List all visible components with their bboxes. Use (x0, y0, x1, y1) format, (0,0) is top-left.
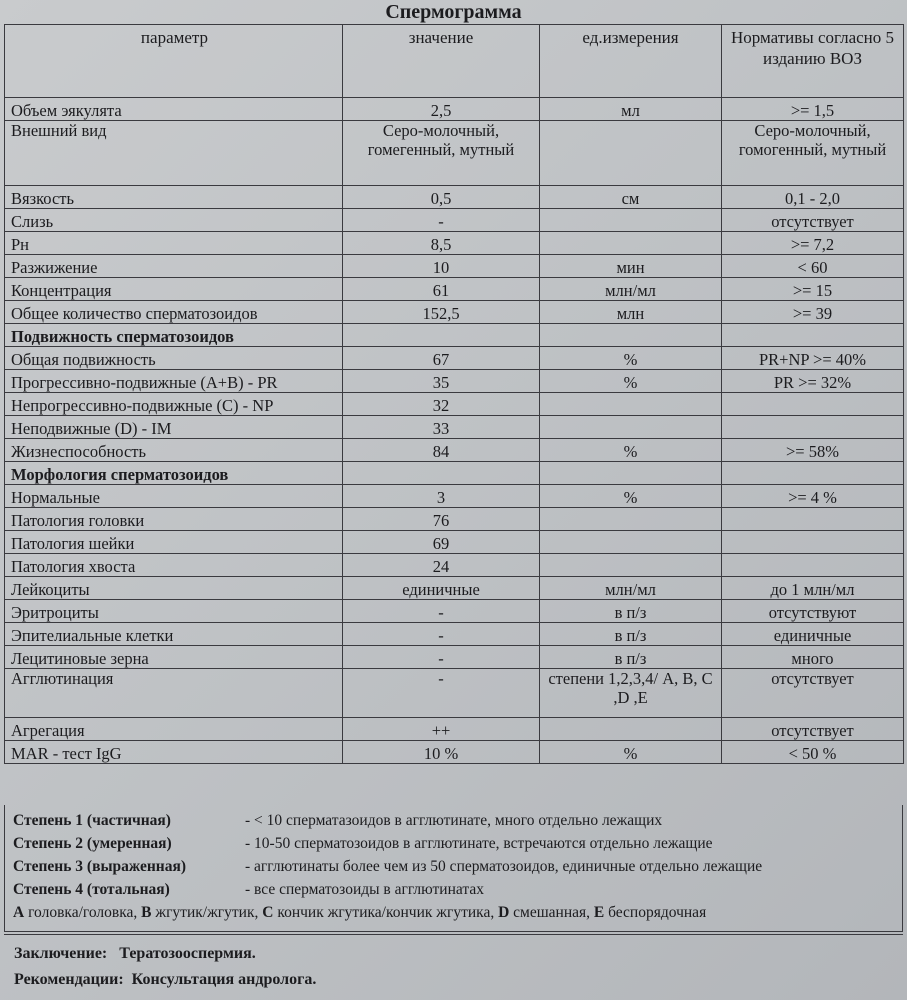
cell-value: 2,5 (343, 98, 540, 121)
cell-value: 152,5 (343, 301, 540, 324)
cell-param: Концентрация (5, 278, 343, 301)
cell-unit (540, 508, 722, 531)
cell-unit (540, 531, 722, 554)
cell-unit (540, 393, 722, 416)
table-row (5, 554, 904, 577)
cell-param: Рн (5, 232, 343, 255)
cell-unit: % (540, 347, 722, 370)
cell-value: - (343, 646, 540, 669)
cell-value: - (343, 600, 540, 623)
cell-param: Жизнеспособность (5, 439, 343, 462)
cell-param: Агрегация (5, 718, 343, 741)
note-label: Степень 4 (тотальная) (13, 881, 170, 898)
cell-unit: % (540, 741, 722, 764)
conclusion-label: Заключение: (14, 945, 108, 962)
cell-unit (540, 209, 722, 232)
cell-norm: много (722, 646, 904, 669)
table-row (5, 669, 904, 718)
cell-param: Нормальные (5, 485, 343, 508)
cell-unit: млн/мл (540, 278, 722, 301)
cell-param: Патология шейки (5, 531, 343, 554)
note-text: - агглютинаты более чем из 50 сперматозоидов, единичные отдельно лежащие (245, 858, 763, 875)
table-row (5, 531, 904, 554)
cell-value: - (343, 669, 540, 718)
legend-text: жгутик/жгутик, (151, 904, 263, 921)
cell-param: Лецитиновые зерна (5, 646, 343, 669)
cell-value: - (343, 209, 540, 232)
legend-key: B (141, 904, 152, 921)
cell-norm: PR+NP >= 40% (722, 347, 904, 370)
cell-norm: до 1 млн/мл (722, 577, 904, 600)
cell-unit: млн (540, 301, 722, 324)
cell-norm: 0,1 - 2,0 (722, 186, 904, 209)
table-row (5, 718, 904, 741)
cell-value: ++ (343, 718, 540, 741)
table-row (5, 623, 904, 646)
cell-param: Агглютинация (5, 669, 343, 718)
table-header-row (5, 25, 904, 98)
note-label: Степень 3 (выраженная) (13, 858, 186, 875)
cell-norm: >= 39 (722, 301, 904, 324)
cell-norm (722, 324, 904, 347)
table-row (5, 324, 904, 347)
cell-norm (722, 393, 904, 416)
cell-norm: < 50 % (722, 741, 904, 764)
cell-unit (540, 462, 722, 485)
cell-norm: отсутствует (722, 669, 904, 718)
note-text: - < 10 сперматазоидов в агглютинате, много отдельно лежащих (245, 812, 663, 829)
cell-value: 33 (343, 416, 540, 439)
table-row (5, 393, 904, 416)
legend-text: головка/головка, (24, 904, 142, 921)
cell-value: 84 (343, 439, 540, 462)
cell-param: Внешний вид (5, 121, 343, 186)
cell-param: Общее количество сперматозоидов (5, 301, 343, 324)
legend-key: D (498, 904, 510, 921)
cell-param: Слизь (5, 209, 343, 232)
cell-norm: >= 4 % (722, 485, 904, 508)
cell-value (343, 462, 540, 485)
cell-unit (540, 324, 722, 347)
cell-unit: % (540, 370, 722, 393)
table-row (5, 485, 904, 508)
cell-unit: % (540, 439, 722, 462)
table-row (5, 301, 904, 324)
cell-norm: < 60 (722, 255, 904, 278)
note-text: - 10-50 сперматозоидов в агглютинате, встречаются отдельно лежащие (245, 835, 713, 852)
cell-norm: >= 15 (722, 278, 904, 301)
document-title: Спермограмма (385, 1, 522, 23)
cell-param: Морфология сперматозоидов (5, 462, 343, 485)
table-row (5, 255, 904, 278)
cell-value: 0,5 (343, 186, 540, 209)
table-row (5, 462, 904, 485)
table-row (5, 646, 904, 669)
cell-value: 32 (343, 393, 540, 416)
cell-unit: см (540, 186, 722, 209)
cell-unit (540, 121, 722, 186)
cell-param: Объем эякулята (5, 98, 343, 121)
legend-key: C (262, 904, 274, 921)
cell-value: единичные (343, 577, 540, 600)
legend-key: E (593, 904, 605, 921)
table-row (5, 741, 904, 764)
cell-param: Патология хвоста (5, 554, 343, 577)
legend-text: беспорядочная (604, 904, 707, 921)
header-norm: Нормативы согласно 5 изданию ВОЗ (722, 25, 904, 98)
recommendation-text: Консультация андролога. (131, 971, 317, 988)
cell-unit: мл (540, 98, 722, 121)
note-label: Степень 1 (частичная) (13, 812, 171, 829)
recommendation-line (14, 967, 893, 993)
cell-norm: отсутствует (722, 718, 904, 741)
note-degree-3 (13, 855, 894, 878)
cell-norm: Серо-молочный, гомогенный, мутный (722, 121, 904, 186)
cell-unit: степени 1,2,3,4/ A, B, C ,D ,E (540, 669, 722, 718)
table-row (5, 370, 904, 393)
cell-value: 35 (343, 370, 540, 393)
cell-param: Эпителиальные клетки (5, 623, 343, 646)
cell-unit: в п/з (540, 600, 722, 623)
table-row (5, 416, 904, 439)
cell-value: 3 (343, 485, 540, 508)
conclusion-line (14, 941, 893, 967)
table-body (5, 98, 904, 764)
cell-norm: >= 1,5 (722, 98, 904, 121)
cell-value: 67 (343, 347, 540, 370)
conclusion-block (4, 934, 903, 996)
table-row (5, 121, 904, 186)
note-degree-2 (13, 832, 894, 855)
cell-param: Подвижность сперматозоидов (5, 324, 343, 347)
note-label: Степень 2 (умеренная) (13, 835, 172, 852)
cell-value: Серо-молочный, гомегенный, мутный (343, 121, 540, 186)
cell-value: 10 (343, 255, 540, 278)
cell-value: 61 (343, 278, 540, 301)
legend-key: A (13, 904, 25, 921)
cell-param: Эритроциты (5, 600, 343, 623)
cell-unit: мин (540, 255, 722, 278)
table-row (5, 98, 904, 121)
cell-norm: >= 7,2 (722, 232, 904, 255)
cell-value: 24 (343, 554, 540, 577)
table-row (5, 209, 904, 232)
table-row (5, 508, 904, 531)
cell-param: Общая подвижность (5, 347, 343, 370)
header-value: значение (343, 25, 540, 98)
cell-unit (540, 718, 722, 741)
note-text: - все сперматозоиды в агглютинатах (245, 881, 484, 898)
cell-param: Разжижение (5, 255, 343, 278)
cell-unit (540, 232, 722, 255)
cell-unit (540, 416, 722, 439)
table-row (5, 439, 904, 462)
cell-param: Патология головки (5, 508, 343, 531)
recommendation-label: Рекомендации: (14, 971, 124, 988)
table-row (5, 186, 904, 209)
cell-unit: % (540, 485, 722, 508)
cell-param: Неподвижные (D) - IM (5, 416, 343, 439)
table-row (5, 232, 904, 255)
cell-param: Непрогрессивно-подвижные (C) - NP (5, 393, 343, 416)
legend-text: смешанная, (509, 904, 594, 921)
legend-text: кончик жгутика/кончик жгутика, (273, 904, 499, 921)
cell-param: MAR - тест IgG (5, 741, 343, 764)
cell-value: 8,5 (343, 232, 540, 255)
cell-value: 76 (343, 508, 540, 531)
cell-norm: отсутствуют (722, 600, 904, 623)
spermogram-table (4, 24, 904, 764)
header-unit: ед.измерения (540, 25, 722, 98)
agglutination-notes (4, 805, 903, 932)
cell-norm (722, 462, 904, 485)
cell-value: 69 (343, 531, 540, 554)
cell-unit (540, 554, 722, 577)
table-row (5, 347, 904, 370)
conclusion-text: Тератозооспермия. (119, 945, 256, 962)
note-legend (13, 901, 894, 924)
cell-norm: PR >= 32% (722, 370, 904, 393)
cell-norm (722, 416, 904, 439)
cell-value: 10 % (343, 741, 540, 764)
cell-param: Лейкоциты (5, 577, 343, 600)
table-row (5, 600, 904, 623)
note-degree-4 (13, 878, 894, 901)
header-param: параметр (5, 25, 343, 98)
cell-unit: в п/з (540, 623, 722, 646)
cell-norm (722, 554, 904, 577)
cell-unit: в п/з (540, 646, 722, 669)
cell-value: - (343, 623, 540, 646)
cell-norm: единичные (722, 623, 904, 646)
cell-norm: >= 58% (722, 439, 904, 462)
table-row (5, 577, 904, 600)
cell-unit: млн/мл (540, 577, 722, 600)
cell-norm: отсутствует (722, 209, 904, 232)
table-row (5, 278, 904, 301)
note-degree-1 (13, 809, 894, 832)
cell-value (343, 324, 540, 347)
cell-param: Вязкость (5, 186, 343, 209)
cell-norm (722, 508, 904, 531)
cell-norm (722, 531, 904, 554)
cell-param: Прогрессивно-подвижные (A+B) - PR (5, 370, 343, 393)
